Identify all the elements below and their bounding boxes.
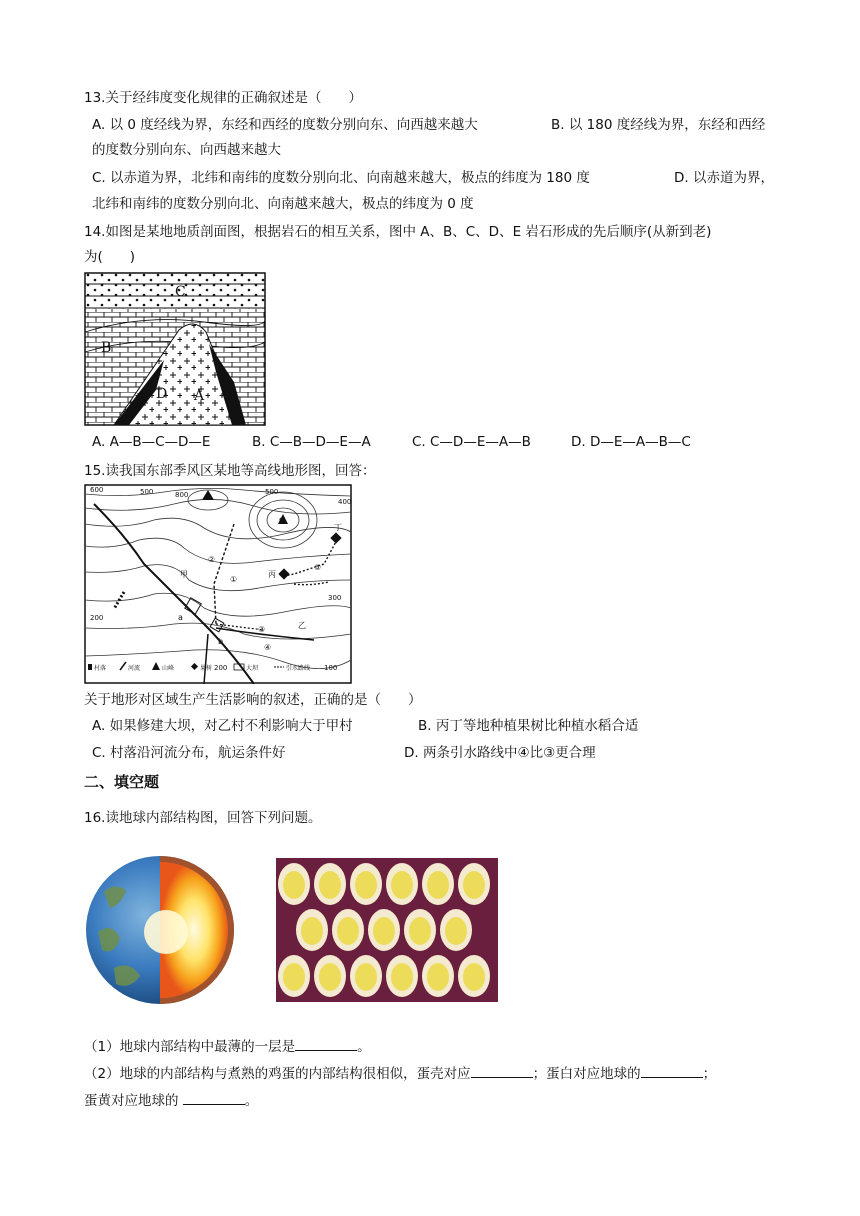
label-b: B [101, 340, 112, 356]
q13-option-b-cont: 的度数分别向东、向西越来越大 [92, 142, 281, 158]
egg-yolk [355, 871, 377, 899]
answer-blank-1[interactable] [295, 1036, 357, 1051]
contour-label-500a: 500 [140, 488, 154, 496]
q16-sub2-cont [84, 1090, 258, 1111]
contour-label-200b: 200 [214, 664, 228, 672]
q14-stem-cont: 为( ) [84, 249, 136, 265]
q14-option-a[interactable]: A. A—B—C—D—E [92, 434, 211, 450]
egg-yolk [409, 917, 431, 945]
egg-yolk [283, 963, 305, 991]
egg-yolk [391, 963, 413, 991]
q15-question: 关于地形对区域生产生活影响的叙述，正确的是（ ） [84, 692, 422, 708]
q16-sub1 [84, 1036, 371, 1057]
q15-option-b[interactable]: B. 丙丁等地种植果树比种植水稻合适 [418, 718, 639, 734]
q15-stem: 15.读我国东部季风区某地等高线地形图，回答： [84, 463, 376, 479]
q16-sub2 [84, 1063, 716, 1084]
egg-yolk [319, 963, 341, 991]
village-jia: 甲 [180, 570, 188, 579]
q16-sub2-line2: 蛋黄对应地球的 [84, 1093, 183, 1109]
egg-yolk [427, 963, 449, 991]
marker-3: ③ [258, 625, 266, 634]
legend-river: 河流 [128, 665, 141, 672]
egg-yolk [373, 917, 395, 945]
village-bing: 丙 [268, 570, 276, 579]
label-c: C [175, 284, 186, 300]
point-b: b [218, 637, 224, 646]
contour-label-600: 600 [90, 486, 104, 494]
contour-label-800: 800 [175, 491, 189, 499]
egg-yolk [427, 871, 449, 899]
earth-structure-image [84, 852, 248, 1008]
contour-label-200a: 200 [90, 614, 104, 622]
egg-yolk [463, 963, 485, 991]
answer-blank-4[interactable] [183, 1090, 245, 1105]
section-heading: 二、填空题 [84, 773, 160, 791]
q13-stem: 13.关于经纬度变化规律的正确叙述是（ ） [84, 90, 362, 106]
legend-pipe: 引水路线 [286, 665, 311, 672]
point-c: c [279, 515, 284, 524]
q15-option-a[interactable]: A. 如果修建大坝，对乙村不利影响大于甲村 [92, 718, 353, 734]
q16-sub2-end: 。 [244, 1093, 259, 1109]
label-a: A [194, 388, 205, 404]
legend-fruit: 果树 [200, 665, 213, 672]
q14-option-c[interactable]: C. C—D—E—A—B [412, 434, 531, 450]
legend-village: 村落 [94, 665, 107, 672]
q16-sub2-text-a: （2）地球的内部结构与煮熟的鸡蛋的内部结构很相似，蛋壳对应 [84, 1066, 471, 1082]
q16-sub2-text-b: ；蛋白对应地球的 [532, 1066, 641, 1082]
q16-sub1-text: （1）地球内部结构中最薄的一层是 [84, 1039, 296, 1055]
marker-4: ④ [264, 643, 272, 652]
contour-label-500b: 500 [265, 488, 279, 496]
q14-option-d[interactable]: D. D—E—A—B—C [571, 434, 691, 450]
egg-yolk [301, 917, 323, 945]
answer-blank-2[interactable] [471, 1063, 533, 1078]
q13-option-b[interactable]: B. 以 180 度经线为界，东经和西经 [551, 117, 766, 133]
egg-yolk [319, 871, 341, 899]
egg-yolk [355, 963, 377, 991]
label-d: D [156, 386, 168, 402]
q14-option-b[interactable]: B. C—B—D—E—A [252, 434, 371, 450]
legend-peak: 山峰 [162, 665, 175, 672]
marker-5: ⑤ [314, 563, 322, 572]
contour-map [84, 484, 352, 684]
contour-label-300: 300 [328, 594, 342, 602]
egg-yolk [445, 917, 467, 945]
label-e: E [220, 372, 231, 388]
point-a: a [178, 613, 183, 622]
answer-blank-3[interactable] [641, 1063, 703, 1078]
boiled-eggs-image [276, 858, 498, 1002]
village-ding: 丁 [334, 523, 342, 532]
legend-dam: 大坝 [246, 665, 259, 672]
marker-1: ① [230, 575, 238, 584]
q15-option-c[interactable]: C. 村落沿河流分布，航运条件好 [92, 745, 286, 761]
q16-sub1-end: 。 [357, 1039, 371, 1055]
q16-sub2-text-c: ； [702, 1066, 717, 1082]
q13-option-a[interactable]: A. 以 0 度经线为界，东经和西经的度数分别向东、向西越来越大 [92, 117, 478, 133]
q14-stem: 14.如图是某地地质剖面图，根据岩石的相互关系，图中 A、B、C、D、E 岩石形成的先后顺序(从新到老) [84, 224, 712, 240]
geologic-cross-section [84, 272, 266, 426]
egg-yolk [391, 871, 413, 899]
q16-stem: 16.读地球内部结构图，回答下列问题。 [84, 810, 322, 826]
village-yi: 乙 [298, 621, 306, 630]
contour-label-400: 400 [338, 498, 352, 506]
marker-2: ② [208, 555, 216, 564]
egg-yolk [463, 871, 485, 899]
contour-label-100: 100 [324, 664, 338, 672]
q13-option-d-cont: 北纬和南纬的度数分别向北、向南越来越大，极点的纬度为 0 度 [92, 196, 474, 212]
egg-yolk [283, 871, 305, 899]
egg-yolk [337, 917, 359, 945]
q13-option-d[interactable]: D. 以赤道为界， [674, 170, 774, 186]
q13-option-c[interactable]: C. 以赤道为界，北纬和南纬的度数分别向北、向南越来越大，极点的纬度为 180 度 [92, 170, 590, 186]
q15-option-d[interactable]: D. 两条引水路线中④比③更合理 [404, 745, 596, 761]
